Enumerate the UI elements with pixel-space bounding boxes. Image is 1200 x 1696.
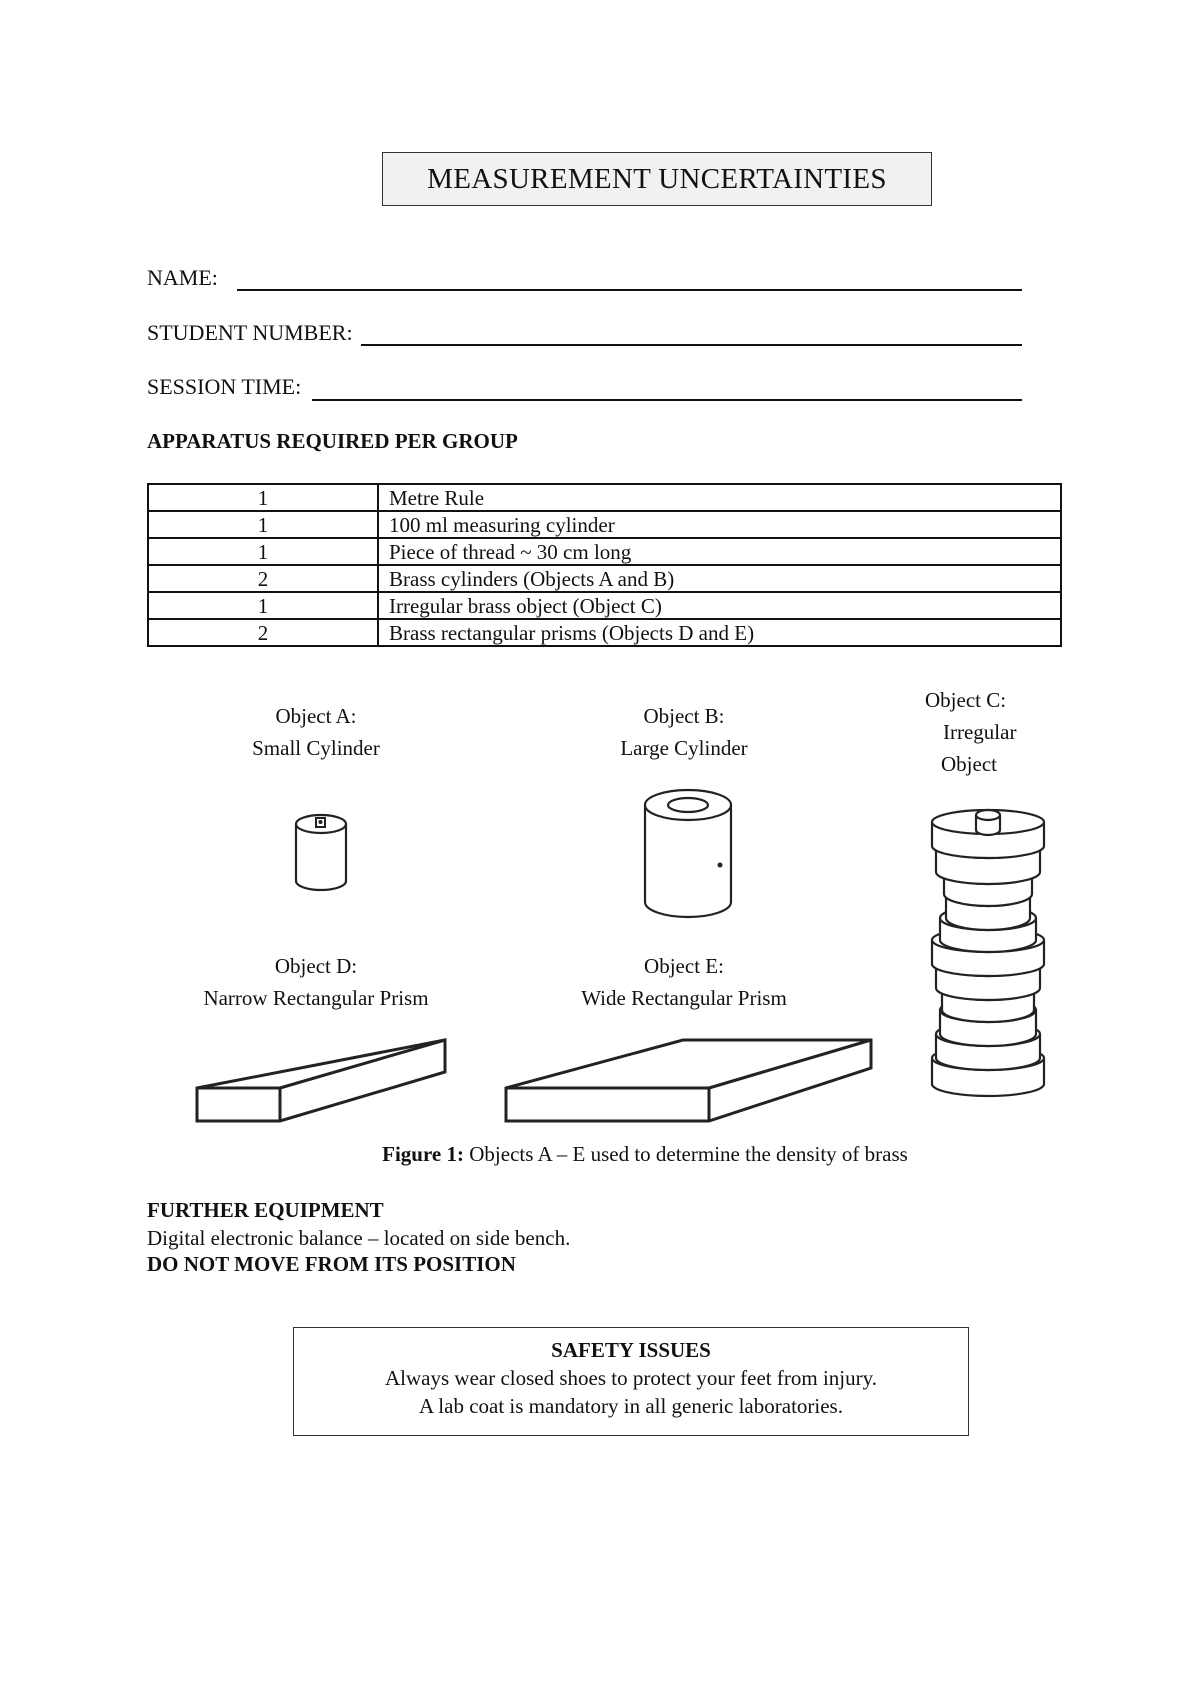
object-c-title: Object C: xyxy=(925,688,1007,712)
item-cell: Metre Rule xyxy=(378,484,1061,511)
safety-box xyxy=(293,1327,969,1436)
further-equipment-heading: FURTHER EQUIPMENT xyxy=(147,1198,384,1222)
name-label: NAME: xyxy=(147,265,218,290)
safety-line-2: A lab coat is mandatory in all generic laboratories. xyxy=(419,1394,843,1418)
item-cell: 100 ml measuring cylinder xyxy=(378,511,1061,538)
large-cylinder-drawing xyxy=(645,790,731,917)
object-b-title: Object B: xyxy=(643,704,725,728)
qty-cell: 1 xyxy=(148,484,378,511)
safety-line-1: Always wear closed shoes to protect your feet from injury. xyxy=(385,1366,877,1390)
object-d-desc: Narrow Rectangular Prism xyxy=(203,986,429,1010)
figure-caption-text: Objects A – E used to determine the density of brass xyxy=(469,1142,908,1166)
small-cylinder-drawing xyxy=(296,815,346,890)
object-c-desc2: Object xyxy=(941,752,997,776)
qty-cell: 1 xyxy=(148,511,378,538)
further-equipment-warning: DO NOT MOVE FROM ITS POSITION xyxy=(147,1252,516,1276)
figure-caption xyxy=(0,1142,1200,1167)
object-c-desc: Irregular xyxy=(943,720,1017,744)
irregular-object-drawing xyxy=(932,810,1044,1096)
object-e-desc: Wide Rectangular Prism xyxy=(581,986,787,1010)
object-a-title: Object A: xyxy=(275,704,357,728)
object-a-desc: Small Cylinder xyxy=(252,736,380,760)
item-cell: Irregular brass object (Object C) xyxy=(378,592,1061,619)
item-cell: Brass rectangular prisms (Objects D and E) xyxy=(378,619,1061,646)
student-number-label: STUDENT NUMBER: xyxy=(147,320,353,345)
object-d-title: Object D: xyxy=(274,954,358,978)
page-title: MEASUREMENT UNCERTAINTIES xyxy=(382,152,932,206)
qty-cell: 2 xyxy=(148,565,378,592)
qty-cell: 2 xyxy=(148,619,378,646)
narrow-prism-drawing xyxy=(197,1040,445,1121)
wide-prism-drawing xyxy=(506,1040,871,1121)
safety-heading: SAFETY ISSUES xyxy=(551,1338,711,1362)
object-b-desc: Large Cylinder xyxy=(620,736,748,760)
apparatus-heading: APPARATUS REQUIRED PER GROUP xyxy=(147,429,518,453)
qty-cell: 1 xyxy=(148,592,378,619)
qty-cell: 1 xyxy=(148,538,378,565)
item-cell: Piece of thread ~ 30 cm long xyxy=(378,538,1061,565)
further-equipment-text: Digital electronic balance – located on side bench. xyxy=(147,1226,571,1250)
figure-caption-label: Figure 1: xyxy=(382,1142,464,1166)
session-time-label: SESSION TIME: xyxy=(147,374,302,399)
item-cell: Brass cylinders (Objects A and B) xyxy=(378,565,1061,592)
object-e-title: Object E: xyxy=(644,954,724,978)
